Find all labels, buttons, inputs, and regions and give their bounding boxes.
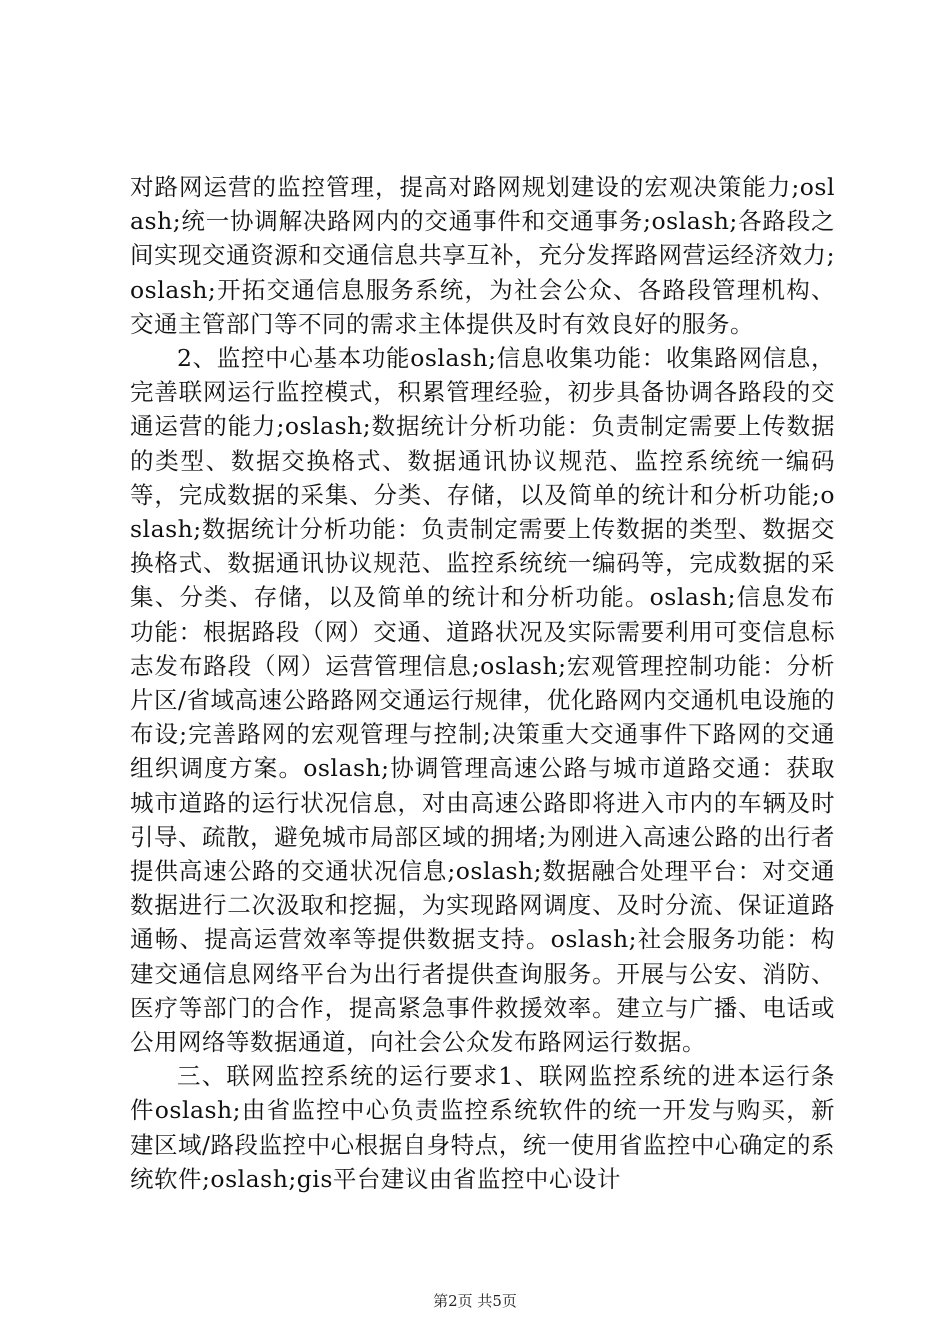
document-body bbox=[130, 170, 835, 1196]
paragraph-3: 三、联网监控系统的运行要求1、联网监控系统的进本运行条件oslash;由省监控中心负责监控系统软件的统一开发与购买，新建区域/路段监控中心根据自身特点，统一使用省监控中心确定的系统软件;oslash;gis平台建议由省监控中心设计 bbox=[130, 1062, 835, 1193]
page-footer bbox=[0, 1290, 950, 1311]
paragraph-2: 2、监控中心基本功能oslash;信息收集功能：收集路网信息，完善联网运行监控模式，积累管理经验，初步具备协调各路段的交通运营的能力;oslash;数据统计分析功能：负责制定需要上传数据的类型、数据交换格式、数据通讯协议规范、监控系统统一编码等，完成数据的采集、分类、存储，以及简单的统计和分析功能;oslash;数据统计分析功能：负责制定需要上传数据的类型、数据交换格式、数据通讯协议规范、监控系统统一编码等，完成数据的采集、分类、存储，以及简单的统计和分析功能。oslash;信息发布功能：根据路段（网）交通、道路状况及实际需要利用可变信息标志发布路段（网）运营管理信息;oslash;宏观管理控制功能：分析片区/省域高速公路路网交通运行规律，优化路网内交通机电设施的布设;完善路网的宏观管理与控制;决策重大交通事件下路网的交通组织调度方案。oslash;协调管理高速公路与城市道路交通：获取城市道路的运行状况信息，对由高速公路即将进入市内的车辆及时引导、疏散，避免城市局部区域的拥堵;为刚进入高速公路的出行者提供高速公路的交通状况信息;oslash;数据融合处理平台：对交通数据进行二次汲取和挖掘，为实现路网调度、及时分流、保证道路通畅、提高运营效率等提供数据支持。oslash;社会服务功能：构建交通信息网络平台为出行者提供查询服务。开展与公安、消防、医疗等部门的合作，提高紧急事件救援效率。建立与广播、电话或公用网络等数据通道，向社会公众发布路网运行数据。 bbox=[130, 344, 835, 1057]
page-number-label: 第2页 共5页 bbox=[433, 1292, 517, 1310]
paragraph-1: 对路网运营的监控管理，提高对路网规划建设的宏观决策能力;oslash;统一协调解决路网内的交通事件和交通事务;oslash;各路段之间实现交通资源和交通信息共享互补，充分发挥路网营运经济效力;oslash;开拓交通信息服务系统，为社会公众、各路段管理机构、交通主管部门等不同的需求主体提供及时有效良好的服务。 bbox=[130, 173, 835, 338]
